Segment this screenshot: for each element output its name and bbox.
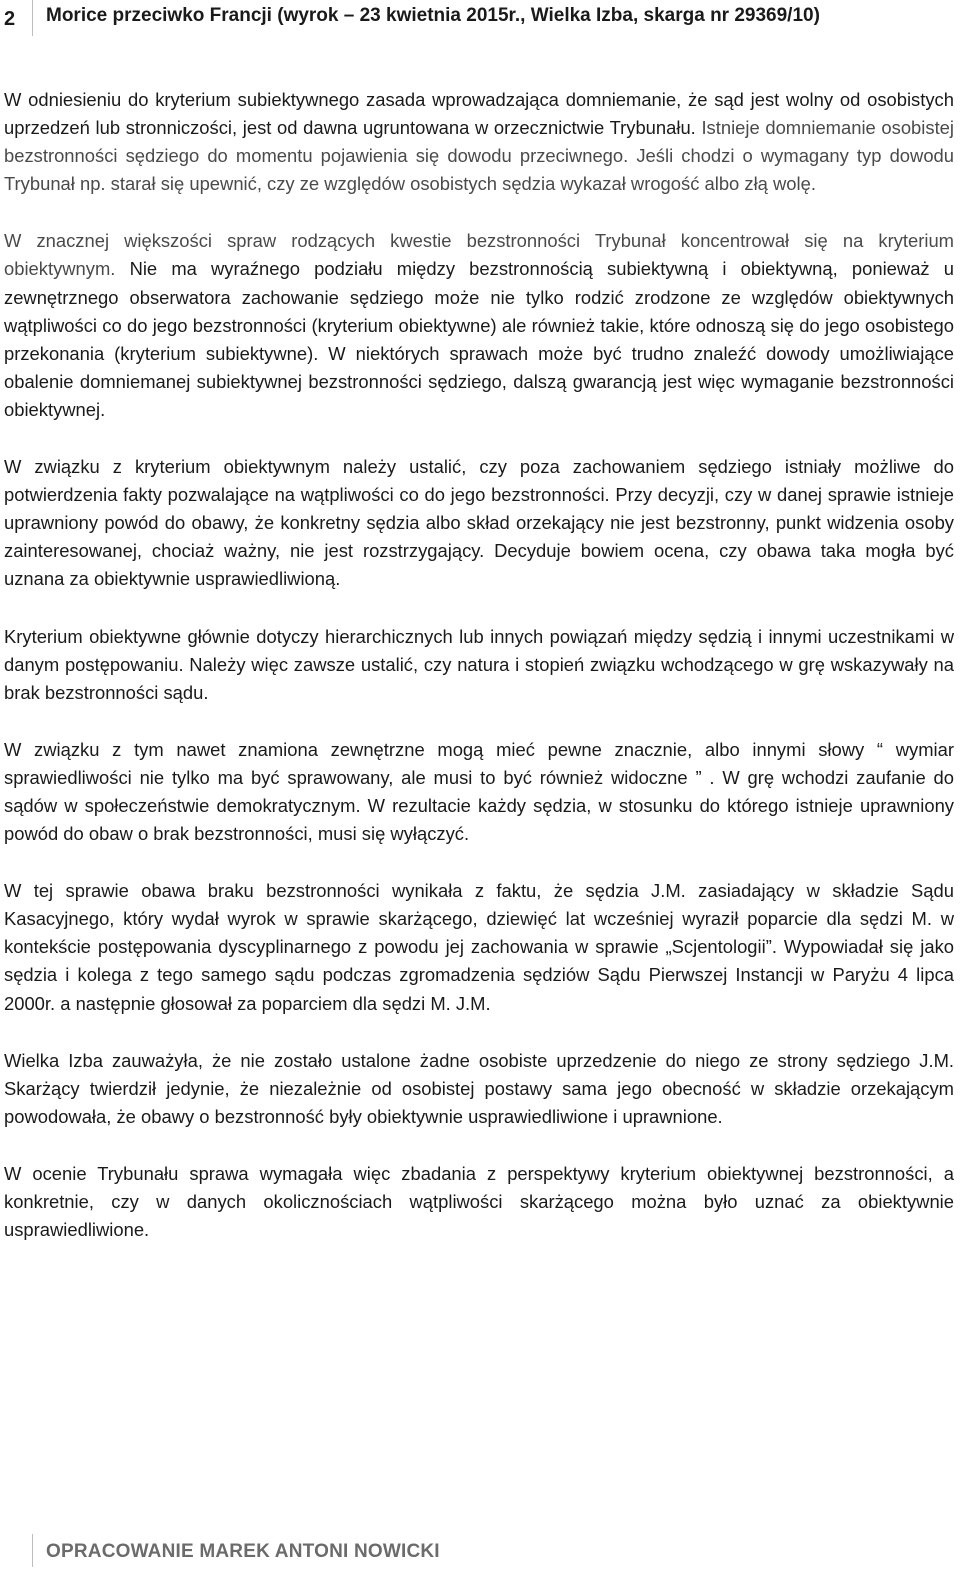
- paragraph-2-segment-1: W znacznej większości spraw rodzących kwestie bezstronności Trybunał koncentrował się na kryterium obiektywnym.: [4, 230, 954, 280]
- paragraph-6-segment-1: W tej sprawie obawa braku bezstronności wynikała z faktu, że sędzia J.M. zasiadający w składzie Sądu Kasacyjnego, który wydał wyrok w sprawie skarżącego, dziewięć lat wcześniej wyraził poparcie dla sędzi M. w kontekście postępowania dyscyplinarnego z powodu jej zachowania w sprawie „Scjentologii”. Wypowiadał się jako sędzia i kolega z tego samego sądu podczas zgromadzenia sędziów Sądu Pierwszej Instancji w Paryżu 4 lipca 2000r. a następnie głosował za poparciem dla sędzi M. J.M.: [4, 880, 954, 1014]
- paragraph-7-segment-1: Wielka Izba zauważyła, że nie zostało ustalone żadne osobiste uprzedzenie do niego ze strony sędziego J.M. Skarżący twierdził jedynie, że niezależnie od osobistej postawy sama jego obecność w składzie orzekającym powodowała, że obawy o bezstronność były obiektywnie usprawiedliwione i uprawnione.: [4, 1049, 954, 1127]
- paragraph-1-segment-2: Istnieje domniemanie osobistej bezstronności sędziego do momentu pojawienia się dowodu przeciwnego. Jeśli chodzi o wymagany typ dowodu Trybunał np. starał się upewnić, czy ze względów osobistych sędzia wykazał wrogość albo złą wolę.: [4, 117, 954, 195]
- paragraph-5-segment-1: W związku z tym nawet znamiona zewnętrzne mogą mieć pewne znacznie, albo innymi słowy “ wymiar sprawiedliwości nie tylko ma być sprawowany, ale musi to być również widoczne ” . W grę wchodzi zaufanie do sądów w społeczeństwie demokratycznym. W rezultacie każdy sędzia, w stosunku do którego istnieje uprawniony powód do obaw o brak bezstronności, musi się wyłączyć.: [4, 738, 954, 845]
- header-title: Morice przeciwko Francji (wyrok – 23 kwietnia 2015r., Wielka Izba, skarga nr 29369/10): [46, 5, 820, 26]
- paragraph-4: [4, 623, 954, 707]
- paragraph-2: [4, 227, 954, 424]
- page-footer: [0, 1532, 960, 1569]
- header-separator: [32, 0, 33, 36]
- paragraph-8: [4, 1160, 954, 1244]
- paragraph-2-segment-2: Nie ma wyraźnego podziału między bezstronnością subiektywną i obiektywną, ponieważ u zewnętrznego obserwatora zachowanie sędziego może nie tylko rodzić zrodzone ze względów obiektywnych wątpliwości co do jego bezstronności (kryterium obiektywne) ale również takie, które odnoszą się do jego osobistego przekonania (kryterium subiektywne). W niektórych sprawach może być trudno znaleźć dowody umożliwiające obalenie domniemanej subiektywnej bezstronności sędziego, dalszą gwarancją jest więc wymaganie bezstronności obiektywnej.: [4, 258, 954, 420]
- paragraph-1: [4, 86, 954, 198]
- footer-text: OPRACOWANIE MAREK ANTONI NOWICKI: [46, 1541, 440, 1562]
- paragraph-6: [4, 877, 954, 1017]
- page-number: 2: [4, 8, 16, 30]
- paragraph-4-segment-1: Kryterium obiektywne głównie dotyczy hierarchicznych lub innych powiązań między sędzią i innymi uczestnikami w danym postępowaniu. Należy więc zawsze ustalić, czy natura i stopień związku wchodzącego w grę wskazywały na brak bezstronności sądu.: [4, 625, 954, 703]
- paragraph-1-segment-1: W odniesieniu do kryterium subiektywnego zasada wprowadzająca domniemanie, że sąd jest wolny od osobistych uprzedzeń lub stronniczości, jest od dawna ugruntowana w orzecznictwie Trybunału.: [4, 89, 954, 139]
- page-header: [0, 0, 960, 36]
- paragraph-3-segment-1: W związku z kryterium obiektywnym należy ustalić, czy poza zachowaniem sędziego istniały możliwe do potwierdzenia fakty pozwalające na wątpliwości co do jego bezstronności. Przy decyzji, czy w danej sprawie istnieje uprawniony powód do obawy, że konkretny sędzia albo skład orzekający nie jest bezstronny, punkt widzenia osoby zainteresowanej, chociaż ważny, nie jest rozstrzygający. Decyduje bowiem ocena, czy obawa taka mogła być uznana za obiektywnie usprawiedliwioną.: [4, 456, 954, 590]
- paragraph-3: [4, 453, 954, 593]
- document-body: [4, 86, 954, 1273]
- paragraph-5: [4, 736, 954, 848]
- paragraph-7: [4, 1047, 954, 1131]
- footer-separator: [32, 1534, 33, 1567]
- paragraph-8-segment-1: W ocenie Trybunału sprawa wymagała więc zbadania z perspektywy kryterium obiektywnej bezstronności, a konkretnie, czy w danych okolicznościach wątpliwości skarżącego można było uznać za obiektywnie usprawiedliwione.: [4, 1162, 954, 1241]
